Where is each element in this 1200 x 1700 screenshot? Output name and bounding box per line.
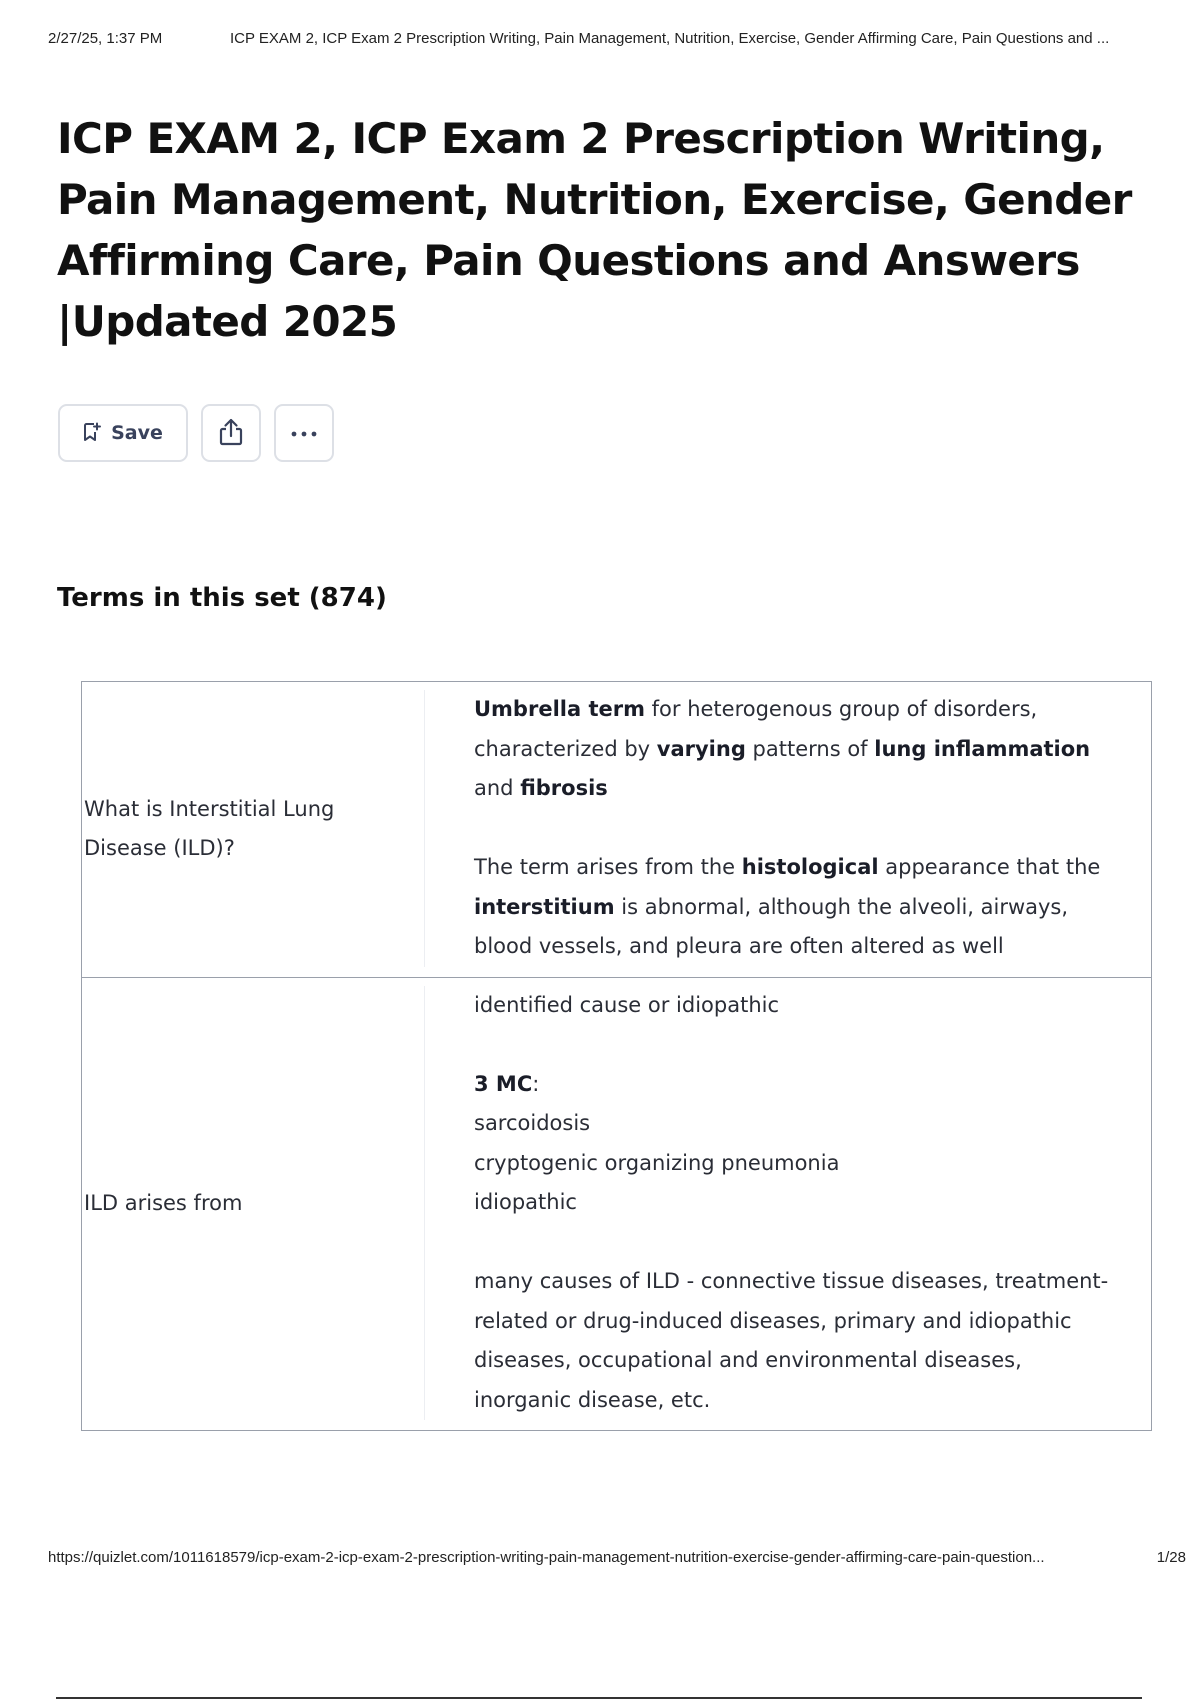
more-options-button[interactable] — [274, 404, 334, 462]
divider — [56, 1697, 1142, 1699]
set-actions-toolbar — [58, 404, 334, 462]
print-header — [48, 30, 1178, 52]
page-title: ICP EXAM 2, ICP Exam 2 Prescription Writing, Pain Management, Nutrition, Exercise, Gender Affirming Care, Pain Questions and Answers |Updated 2025 — [57, 114, 1132, 346]
print-url: https://quizlet.com/1011618579/icp-exam-2-icp-exam-2-prescription-writing-pain-management-nutrition-exercise-gender-affirming-care-pain-question... — [48, 1549, 1045, 1566]
share-icon — [217, 417, 245, 450]
definition-text: identified cause or idiopathic 3 MC: sarcoidosis cryptogenic organizing pneumonia idiopathic many causes of ILD - connective tissue diseases, treatment-related or drug-induced diseases, primary and idiopathic diseases, occupational and environmental diseases, inorganic disease, etc. — [424, 986, 1111, 1421]
print-page-title: ICP EXAM 2, ICP Exam 2 Prescription Writing, Pain Management, Nutrition, Exercise, Gender Affirming Care, Pain Questions and ... — [230, 30, 1110, 47]
print-footer — [48, 1549, 1186, 1571]
bookmark-add-icon — [83, 422, 101, 445]
terms-heading: Terms in this set (874) — [57, 583, 387, 613]
term-cell: ILD arises from — [82, 977, 425, 1431]
definition-cell — [424, 977, 1152, 1431]
table-row — [82, 977, 1152, 1431]
table-row — [82, 682, 1152, 978]
definition-text: Umbrella term for heterogenous group of disorders, characterized by varying patterns of lung inflammation and fibrosis The term arises from the histological appearance that the interstitium is abnormal, although the alveoli, airways, blood vessels, and pleura are often altered as well — [424, 690, 1111, 967]
page-number: 1/28 — [1156, 1549, 1186, 1566]
save-button-label: Save — [111, 422, 163, 444]
more-horizontal-icon — [290, 426, 318, 441]
print-date: 2/27/25, 1:37 PM — [48, 30, 163, 47]
definition-cell — [424, 682, 1152, 978]
terms-table — [81, 681, 1152, 1431]
save-button[interactable] — [58, 404, 188, 462]
share-button[interactable] — [201, 404, 261, 462]
term-cell: What is Interstitial Lung Disease (ILD)? — [82, 682, 425, 978]
